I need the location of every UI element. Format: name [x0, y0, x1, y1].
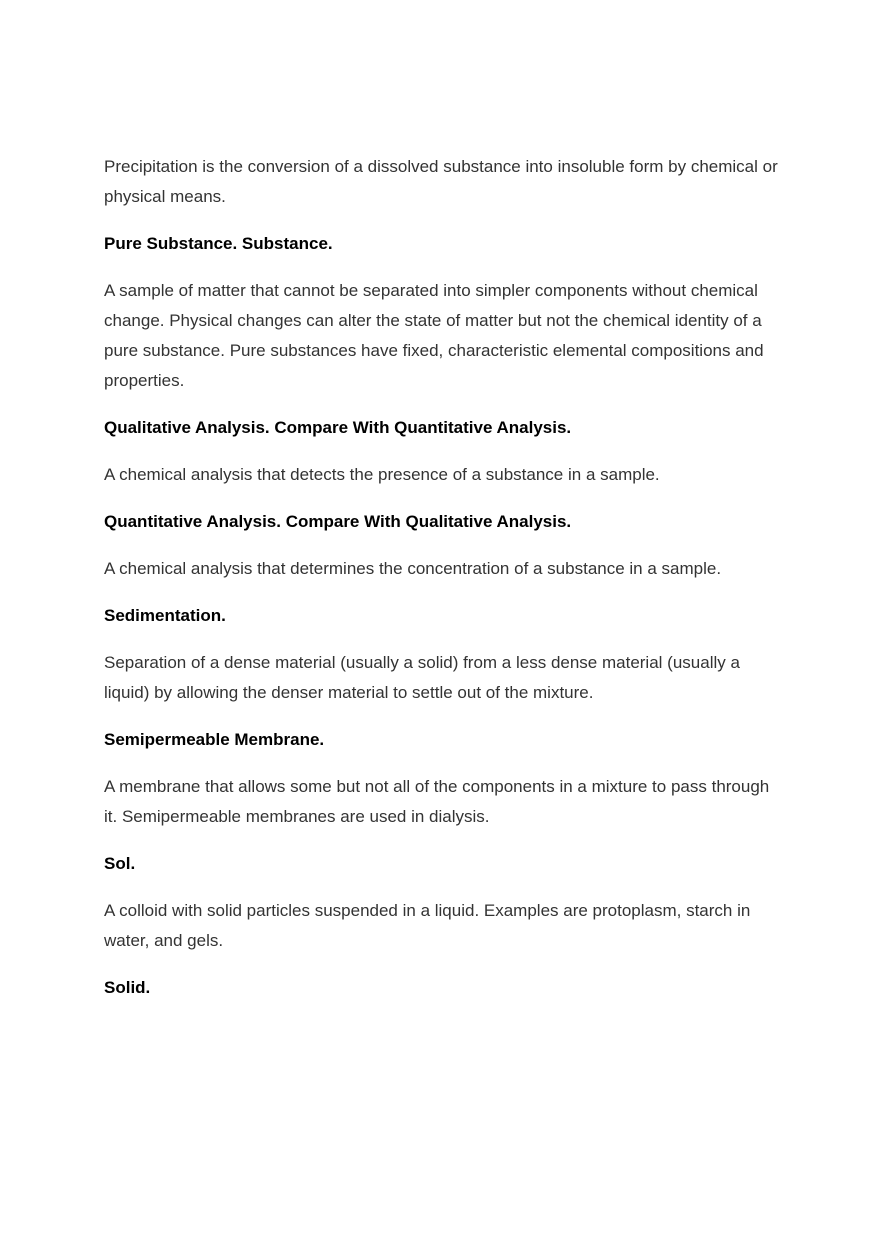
- term-solid: Solid.: [104, 978, 151, 997]
- definition-semipermeable-membrane: A membrane that allows some but not all of the components in a mixture to pass through it. Semipermeable membranes are used in dialysis.: [104, 777, 770, 826]
- definition-qualitative-analysis: A chemical analysis that detects the presence of a substance in a sample.: [104, 465, 660, 484]
- definition-pure-substance: A sample of matter that cannot be separated into simpler components without chemical change. Physical changes can alter the state of matter but not the chemical identity of a pure substance. Pure substances have fixed, characteristic elemental compositions and properties.: [104, 281, 764, 390]
- term-semipermeable-membrane: Semipermeable Membrane.: [104, 730, 325, 749]
- term-qualitative-analysis: Qualitative Analysis. Compare With Quantitative Analysis.: [104, 418, 572, 437]
- definition-precipitation: Precipitation is the conversion of a dissolved substance into insoluble form by chemical or physical means.: [104, 157, 778, 206]
- document-page: [104, 152, 784, 1020]
- definition-quantitative-analysis: A chemical analysis that determines the concentration of a substance in a sample.: [104, 559, 722, 578]
- term-sol: Sol.: [104, 854, 136, 873]
- term-pure-substance: Pure Substance. Substance.: [104, 234, 333, 253]
- definition-sol: A colloid with solid particles suspended in a liquid. Examples are protoplasm, starch in water, and gels.: [104, 901, 751, 950]
- term-sedimentation: Sedimentation.: [104, 606, 226, 625]
- definition-sedimentation: Separation of a dense material (usually a solid) from a less dense material (usually a liquid) by allowing the denser material to settle out of the mixture.: [104, 653, 740, 702]
- term-quantitative-analysis: Quantitative Analysis. Compare With Qualitative Analysis.: [104, 512, 572, 531]
